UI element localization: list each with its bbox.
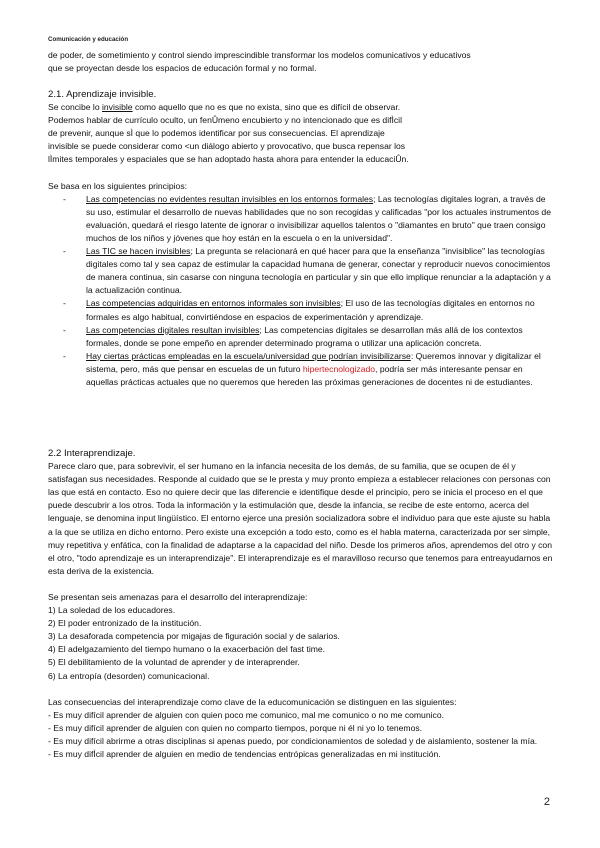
- text-run: ;: [259, 324, 265, 335]
- principle-title: Las TIC se hacen invisibles: [86, 246, 191, 257]
- intro-line: que se proyectan desde los espacios de educación formal y no formal.: [48, 63, 317, 74]
- section-heading: 2.2 Interaprendizaje.: [48, 448, 136, 459]
- text-run: como aquello que no es que no exista, sino que es difícil de observar.: [132, 102, 401, 113]
- principle-text: Las competencias digitales se desarrollan más allá de los contextos formales, donde se pone empeño en aprender determinado programa o utilizar una aplicación concreta.: [86, 324, 523, 348]
- consequence-item: - Es muy difícil aprender de alguien con quien no comparto tiempos, porque ni él ni yo lo tenemos.: [48, 722, 423, 733]
- underlined-term: invisible: [101, 102, 133, 113]
- principle-title: Las competencias no evidentes resultan invisibles en los entornos formales: [86, 193, 374, 204]
- highlighted-word: hipertecnologizado: [302, 363, 376, 374]
- section-interaprendizaje: [48, 447, 554, 761]
- threat-item: 6) La entropía (desorden) comunicacional.: [48, 670, 210, 681]
- threat-item: 5) El debilitamiento de la voluntad de aprender y de interaprender.: [48, 657, 300, 668]
- principle-text: La pregunta se relacionará en qué hacer para que la enseñanza "invisiblice" las tecnologías digitales como tal y sea capaz de estimular la capacidad humana de generar, conectar y reproducir nuevos conocimientos de manera continua, sin casarse con ninguna tecnología en particular y sin que ello implique renunciar a la adaptación y a la actualización continua.: [86, 246, 551, 296]
- text-run: ;: [373, 193, 378, 204]
- threat-item: 2) El poder entronizado de la institución.: [48, 618, 202, 629]
- principle-text: , podría ser más interesante pensar en aquellas prácticas actuales que no queremos que hereden las próximas generaciones de docentes ni de estudiantes.: [86, 363, 533, 387]
- principles-list: [48, 193, 554, 389]
- list-item: [48, 324, 554, 350]
- consequence-item: - Es muy difÌcil aprender de alguien en medio de tendencias entrópicas generalizadas en mi institución.: [48, 748, 441, 759]
- principle-text: El uso de las tecnologías digitales en entornos no formales es algo habitual, convirtiéndose en espacios de experimentación y aprendizaje.: [86, 298, 535, 322]
- principle-title: Las competencias adquiridas en entornos informales son invisibles: [86, 298, 341, 309]
- text-run: ;: [340, 298, 346, 309]
- threat-item: 3) La desaforada competencia por migajas de figuración social y de salarios.: [48, 631, 340, 642]
- principle-title: Hay ciertas prácticas empleadas en la escuela/universidad que podrían invisibilizarse: [86, 350, 411, 361]
- page-number: 2: [543, 796, 550, 808]
- threats-intro: Se presentan seis amenazas para el desarrollo del interaprendizaje:: [48, 591, 308, 602]
- principle-title: Las competencias digitales resultan invisibles: [86, 324, 260, 335]
- consequence-item: - Es muy difícil abrirme a otras disciplinas si apenas puedo, por condicionamientos de soledad y de aislamiento, sostener la mía.: [48, 735, 538, 746]
- spacer: [48, 683, 554, 696]
- list-item: [48, 350, 554, 389]
- threat-item: 4) El adelgazamiento del tiempo humano o la exacerbación del fast time.: [48, 644, 326, 655]
- paragraph-line: de prevenir, aunque sÌ que lo podemos identificar por sus consecuencias. El aprendizaje: [48, 128, 385, 139]
- text-run: ;: [190, 246, 196, 257]
- section-heading: 2.1. Aprendizaje invisible.: [48, 89, 157, 100]
- running-header: Comunicación y educación: [48, 36, 129, 43]
- intro-line: de poder, de sometimiento y control siendo imprescindible transformar los modelos comunicativos y educativos: [48, 50, 471, 60]
- principles-intro: Se basa en los siguientes principios:: [48, 180, 188, 191]
- consequences-intro: Las consecuencias del interaprendizaje como clave de la educomunicación se distinguen en las siguientes:: [48, 696, 457, 707]
- spacer: [48, 578, 554, 591]
- list-item: [48, 193, 554, 245]
- paragraph-line: invisible se puede considerar como <un diálogo abierto y provocativo, que busca repensar los: [48, 141, 406, 152]
- list-item: [48, 245, 554, 297]
- principle-text: Queremos innovar y digitalizar el sistema, pero, más que pensar en escuelas de un futuro: [86, 350, 541, 374]
- section-aprendizaje-invisible: [48, 88, 554, 389]
- consequence-item: - Es muy difícil aprender de alguien con quien poco me comunico, mal me comunico o no me comunico.: [48, 709, 444, 720]
- list-item: [48, 297, 554, 323]
- paragraph: Parece claro que, para sobrevivir, el ser humano en la infancia necesita de los demás, de su familia, que se ocupen de él y satisfagan sus necesidades. Responde al cuidado que se le presta y muy pronto empieza a establecer relaciones con personas con las que está en contacto. Eso no quiere decir que las diferencie e identifique desde el principio, pero se inicia el proceso en el que puede descubrir a los otros. Toda la información y la estimulación que, desde la infancia, se recibe de este entorno, acerca del lenguaje, se denomina input lingüístico. El entorno ejerce una presión socializadora sobre el individuo para que este ajuste su habla a la que se utiliza en dicho entorno. Pero existe una excepción a todo esto, como es el habla materna, caracterizada por ser simple, muy repetitiva y enfática, con la finalidad de adaptarse a la capacidad del niño. Desde los primeros años, aprendemos del otro y con el otro, "todo aprendizaje es un interaprendizaje". El interaprendizaje es el maravilloso recurso que tenemos para entreayudarnos en esta deriva de la existencia.: [48, 461, 553, 576]
- intro-paragraph: [48, 49, 554, 75]
- paragraph-line: lÌmites temporales y espaciales que se han adoptado hasta ahora para entender la educaciÛn.: [48, 154, 409, 165]
- paragraph-line: [48, 101, 554, 114]
- spacer: [48, 167, 554, 180]
- text-run: Se concibe lo: [48, 102, 102, 113]
- text-run: :: [410, 350, 416, 361]
- principle-text: Las tecnologías digitales logran, a través de su uso, estimular el desarrollo de nuevas habilidades que no son recogidas y calificadas "por los actuales instrumentos de evaluación, quedará el riesgo latente de ignorar o invisibilizar aquellos talentos o "diamantes en bruto" que traen consigo muchos de los niños y jóvenes que hoy están en la escuela o en la universidad".: [86, 193, 551, 243]
- threat-item: 1) La soledad de los educadores.: [48, 605, 176, 616]
- paragraph-line: Podemos hablar de currículo oculto, un fenÛmeno encubierto y no intencionado que es difÌcil: [48, 115, 402, 126]
